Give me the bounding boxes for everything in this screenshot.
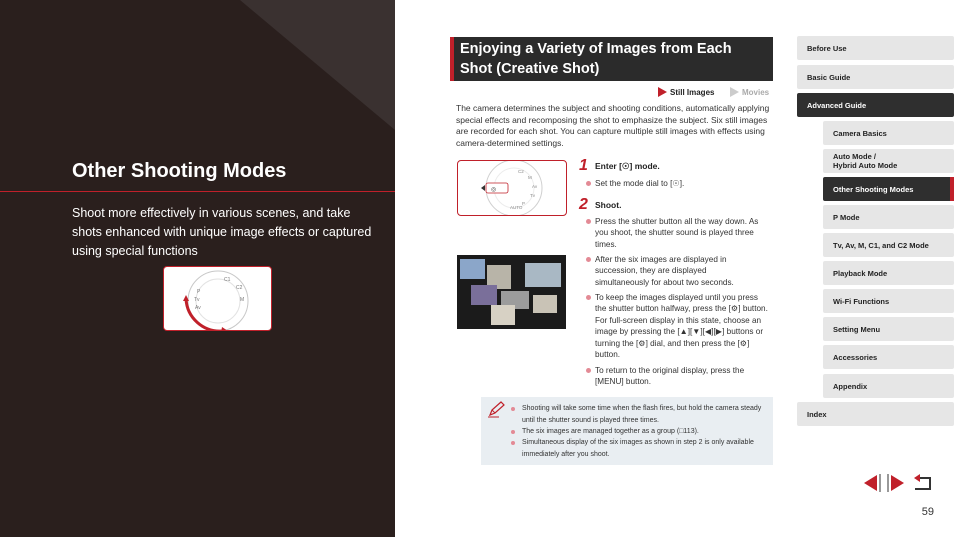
step-1-heading: Enter [☉] mode. (595, 161, 660, 171)
svg-text:P: P (197, 289, 201, 295)
still-images-icon (658, 87, 667, 97)
nav-other-shooting-modes[interactable]: Other Shooting Modes (823, 177, 954, 201)
nav-setting-menu[interactable]: Setting Menu (823, 317, 954, 341)
nav-before-use[interactable]: Before Use (797, 36, 954, 60)
intro-paragraph: The camera determines the subject and shooting conditions, automatically applying special effects and recomposing the shot to emphasize the subject. Six still images are recorded for each shot. You can capture multiple still images with effects using camera-determined settings. (456, 103, 770, 148)
nav-p-mode[interactable]: P Mode (823, 205, 954, 229)
note-item: The six images are managed together as a group (□113). (511, 426, 769, 438)
prev-icon[interactable] (860, 472, 882, 494)
svg-text:Tv: Tv (530, 193, 535, 198)
section-title: Enjoying a Variety of Images from Each Shot (Creative Shot) (450, 37, 773, 81)
step-2-bullet: After the six images are displayed in succession, they are displayed simultaneously for about two seconds. (586, 254, 762, 288)
nav-advanced-guide[interactable]: Advanced Guide (797, 93, 954, 117)
still-images-tag (658, 87, 714, 97)
still-images-label: Still Images (670, 87, 715, 97)
next-icon[interactable] (886, 472, 908, 494)
nav-auto-mode[interactable]: Auto Mode / Hybrid Auto Mode (823, 149, 954, 173)
step-2-bullet: To return to the original display, press the [MENU] button. (586, 365, 772, 388)
pencil-icon (487, 400, 507, 418)
nav-camera-basics[interactable]: Camera Basics (823, 121, 954, 145)
nav-tv-av-m-c-mode[interactable]: Tv, Av, M, C1, and C2 Mode (823, 233, 954, 257)
movies-tag (730, 87, 769, 97)
step-2-heading: Shoot. (595, 200, 622, 210)
pager (860, 472, 934, 494)
movies-icon (730, 87, 739, 97)
step-2-bullet: Press the shutter button all the way down. As you shoot, the shutter sound is played three times. (586, 216, 772, 250)
movies-label: Movies (742, 87, 770, 97)
mode-dial-image (457, 160, 567, 216)
return-icon[interactable] (912, 472, 934, 494)
step-1-bullet: Set the mode dial to [☉]. (586, 178, 772, 189)
step-2-number: 2 (579, 196, 588, 213)
note-item: Simultaneous display of the six images as shown in step 2 is only available immediately after you shoot. (511, 437, 769, 460)
svg-text:M: M (528, 175, 532, 180)
svg-text:Av: Av (195, 305, 201, 311)
mode-tags (640, 87, 773, 99)
note-item: Shooting will take some time when the flash fires, but hold the camera steady until the shutter sound is played three times. (511, 403, 769, 426)
chapter-title: Other Shooting Modes (72, 160, 287, 182)
svg-text:◎: ◎ (491, 187, 497, 193)
step-1-number: 1 (579, 157, 588, 174)
svg-text:C2: C2 (518, 169, 524, 174)
svg-text:C2: C2 (236, 285, 243, 291)
svg-text:C1: C1 (224, 277, 231, 283)
chapter-panel (0, 0, 395, 537)
creative-shot-display-image (457, 255, 566, 329)
svg-text:M: M (240, 297, 245, 303)
mode-dial-illustration (163, 266, 272, 331)
svg-text:P: P (522, 201, 526, 206)
svg-text:Tv: Tv (194, 297, 200, 303)
chapter-divider (0, 191, 395, 192)
svg-text:Av: Av (532, 184, 538, 189)
nav-index[interactable]: Index (797, 402, 954, 426)
nav-basic-guide[interactable]: Basic Guide (797, 65, 954, 89)
svg-text:AUTO: AUTO (510, 205, 523, 210)
nav-active-indicator (950, 177, 954, 201)
nav-appendix[interactable]: Appendix (823, 374, 954, 398)
nav-playback-mode[interactable]: Playback Mode (823, 261, 954, 285)
nav-wifi-functions[interactable]: Wi-Fi Functions (823, 289, 954, 313)
page-number: 59 (921, 506, 934, 518)
step-2-bullet: To keep the images displayed until you press the shutter button halfway, press the [⚙] button. For full-screen display in this state, choose an image by pressing the [▲][▼][◀][▶] buttons or turning the [⚙] dial, and then press the [⚙] button. (586, 292, 770, 360)
nav-accessories[interactable]: Accessories (823, 345, 954, 369)
chapter-description: Shoot more effectively in various scenes, and take shots enhanced with unique image effects or captured using special functions (72, 206, 372, 258)
